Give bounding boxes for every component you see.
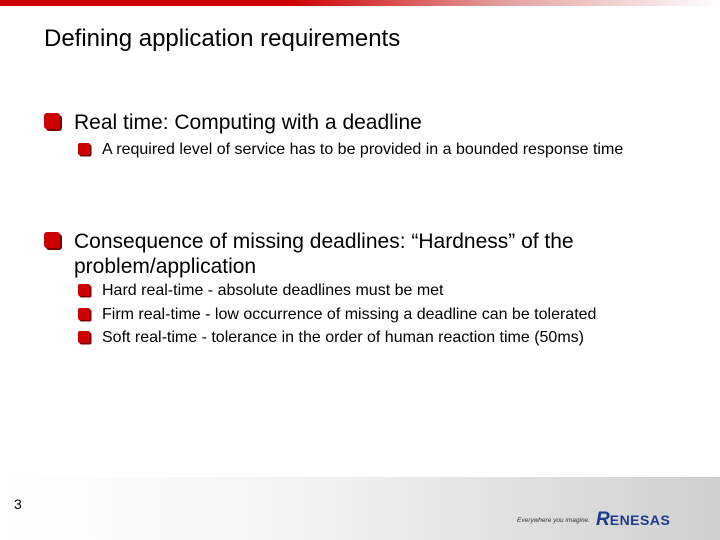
sub-bullet-hard	[78, 281, 698, 301]
bullet-consequence	[44, 229, 704, 279]
sub-bullet-bounded-response	[78, 140, 698, 160]
sub-bullet-square-icon	[78, 331, 90, 343]
tagline: Everywhere you imagine.	[517, 517, 590, 524]
logo-initial: R	[596, 509, 610, 530]
sub-bullet-text: Firm real-time - low occurrence of missing a deadline can be tolerated	[102, 306, 597, 323]
sub-bullet-soft	[78, 328, 698, 348]
sub-bullet-square-icon	[78, 308, 90, 320]
logo-text: ENESAS	[609, 512, 671, 528]
sub-bullet-square-icon	[78, 143, 90, 155]
sub-bullet-firm	[78, 305, 698, 325]
page-number: 3	[14, 496, 22, 512]
slide-footer	[0, 477, 720, 540]
bullet-text: Consequence of missing deadlines: “Hardness” of the problem/application	[74, 230, 574, 278]
slide-title: Defining application requirements	[44, 25, 401, 52]
sub-bullet-text: Soft real-time - tolerance in the order of human reaction time (50ms)	[102, 329, 584, 346]
bullet-square-icon	[44, 113, 60, 129]
renesas-logo	[596, 511, 670, 529]
sub-bullet-text: Hard real-time - absolute deadlines must be met	[102, 282, 444, 299]
bullet-real-time	[44, 110, 704, 135]
sub-bullet-text: A required level of service has to be provided in a bounded response time	[102, 141, 624, 158]
sub-bullet-square-icon	[78, 284, 90, 296]
top-accent-bar	[0, 0, 720, 6]
bullet-square-icon	[44, 232, 60, 248]
bullet-text: Real time: Computing with a deadline	[74, 111, 422, 134]
